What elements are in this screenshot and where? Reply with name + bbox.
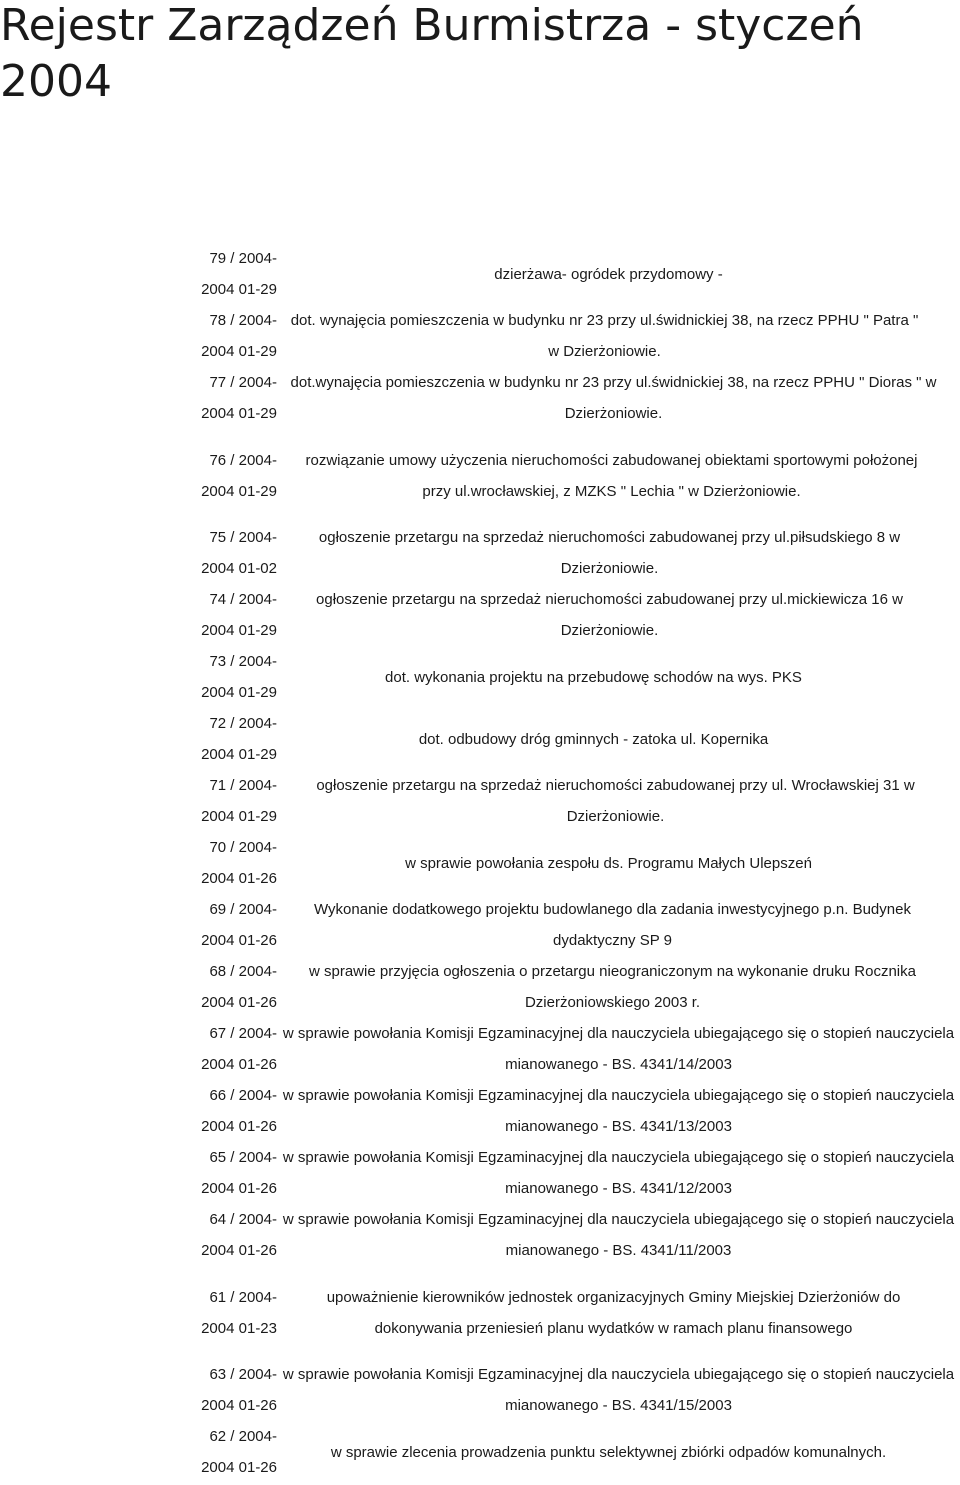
entry-number: 64 / 2004- 2004 01-26 (201, 1211, 277, 1259)
registry-list (0, 243, 960, 1483)
entry-description: Wykonanie dodatkowego projektu budowlanego dla zadania inwestycyjnego p.n. Budynek dydaktyczny SP 9 (314, 901, 911, 949)
entry-description: w sprawie zlecenia prowadzenia punktu selektywnej zbiórki odpadów komunalnych. (330, 1443, 887, 1461)
entry-description: dot. wykonania projektu na przebudowę schodów na wys. PKS (385, 668, 802, 686)
entry-number: 63 / 2004- 2004 01-26 (201, 1366, 277, 1414)
list-item (0, 646, 960, 708)
entry-description: w sprawie powołania Komisji Egzaminacyjnej dla nauczyciela ubiegającego się o stopień nauczyciela mianowanego - BS. 4341/12/2003 (282, 1149, 955, 1197)
list-item (0, 584, 960, 646)
list-item (0, 305, 960, 367)
list-item (0, 1204, 960, 1266)
entry-number: 68 / 2004- 2004 01-26 (201, 963, 277, 1011)
page-title: Rejestr Zarządzeń Burmistrza - styczeń 2004 (0, 0, 864, 107)
list-item (0, 1266, 960, 1359)
entry-description: w sprawie powołania Komisji Egzaminacyjnej dla nauczyciela ubiegającego się o stopień nauczyciela mianowanego - BS. 4341/14/2003 (282, 1025, 955, 1073)
entry-number: 70 / 2004- 2004 01-26 (201, 839, 277, 887)
entry-description: w sprawie powołania Komisji Egzaminacyjnej dla nauczyciela ubiegającego się o stopień nauczyciela mianowanego - BS. 4341/15/2003 (282, 1366, 955, 1414)
entry-description: upoważnienie kierowników jednostek organizacyjnych Gminy Miejskiej Dzierżoniów do dokonywania przeniesień planu wydatków w ramach planu finansowego (326, 1288, 901, 1337)
entry-number: 72 / 2004- 2004 01-29 (201, 715, 277, 763)
list-item (0, 1421, 960, 1483)
entry-description: dot.wynajęcia pomieszczenia w budynku nr 23 przy ul.świdnickiej 38, na rzecz PPHU " Dioras " w Dzierżoniowie. (290, 374, 937, 422)
entry-number: 79 / 2004- 2004 01-29 (201, 250, 277, 298)
list-item (0, 367, 960, 429)
list-item (0, 1359, 960, 1421)
list-item (0, 832, 960, 894)
list-item (0, 956, 960, 1018)
list-item (0, 1142, 960, 1204)
entry-description: ogłoszenie przetargu na sprzedaż nieruchomości zabudowanej przy ul.mickiewicza 16 w Dzierżoniowie. (316, 591, 903, 639)
entry-number: 61 / 2004- 2004 01-23 (201, 1288, 277, 1337)
entry-description: w sprawie powołania Komisji Egzaminacyjnej dla nauczyciela ubiegającego się o stopień nauczyciela mianowanego - BS. 4341/11/2003 (282, 1211, 955, 1259)
entry-number: 75 / 2004- 2004 01-02 (201, 529, 277, 577)
entry-number: 65 / 2004- 2004 01-26 (201, 1149, 277, 1197)
entry-number: 62 / 2004- 2004 01-26 (201, 1428, 277, 1476)
entry-description: w sprawie powołania Komisji Egzaminacyjnej dla nauczyciela ubiegającego się o stopień nauczyciela mianowanego - BS. 4341/13/2003 (282, 1087, 955, 1135)
entry-number: 69 / 2004- 2004 01-26 (201, 901, 277, 949)
list-item (0, 708, 960, 770)
list-item (0, 1080, 960, 1142)
entry-number: 66 / 2004- 2004 01-26 (201, 1087, 277, 1135)
entry-number: 77 / 2004- 2004 01-29 (201, 374, 277, 422)
entry-description: rozwiązanie umowy użyczenia nieruchomości zabudowanej obiektami sportowymi położonej przy ul.wrocławskiej, z MZKS " Lechia " w Dzierżoniowie. (305, 451, 918, 500)
list-item (0, 243, 960, 305)
entry-description: w sprawie powołania zespołu ds. Programu Małych Ulepszeń (405, 854, 812, 872)
list-item (0, 1018, 960, 1080)
entry-number: 71 / 2004- 2004 01-29 (201, 777, 277, 825)
entry-number: 76 / 2004- 2004 01-29 (201, 451, 277, 500)
entry-number: 67 / 2004- 2004 01-26 (201, 1025, 277, 1073)
entry-description: ogłoszenie przetargu na sprzedaż nieruchomości zabudowanej przy ul.piłsudskiego 8 w Dzierżoniowie. (318, 529, 901, 577)
entry-description: w sprawie przyjęcia ogłoszenia o przetargu nieograniczonym na wykonanie druku Rocznika Dzierżoniowskiego 2003 r. (309, 963, 916, 1011)
list-item (0, 894, 960, 956)
entry-description: dot. wynajęcia pomieszczenia w budynku nr 23 przy ul.świdnickiej 38, na rzecz PPHU " Patra " w Dzierżoniowie. (290, 312, 919, 360)
entry-description: dzierżawa- ogródek przydomowy - (494, 265, 723, 283)
entry-number: 74 / 2004- 2004 01-29 (201, 591, 277, 639)
list-item (0, 770, 960, 832)
entry-description: dot. odbudowy dróg gminnych - zatoka ul. Kopernika (418, 730, 769, 748)
entry-number: 73 / 2004- 2004 01-29 (201, 653, 277, 701)
entry-description: ogłoszenie przetargu na sprzedaż nieruchomości zabudowanej przy ul. Wrocławskiej 31 w Dzierżoniowie. (316, 777, 915, 825)
list-item (0, 429, 960, 522)
entry-number: 78 / 2004- 2004 01-29 (201, 312, 277, 360)
list-item (0, 522, 960, 584)
